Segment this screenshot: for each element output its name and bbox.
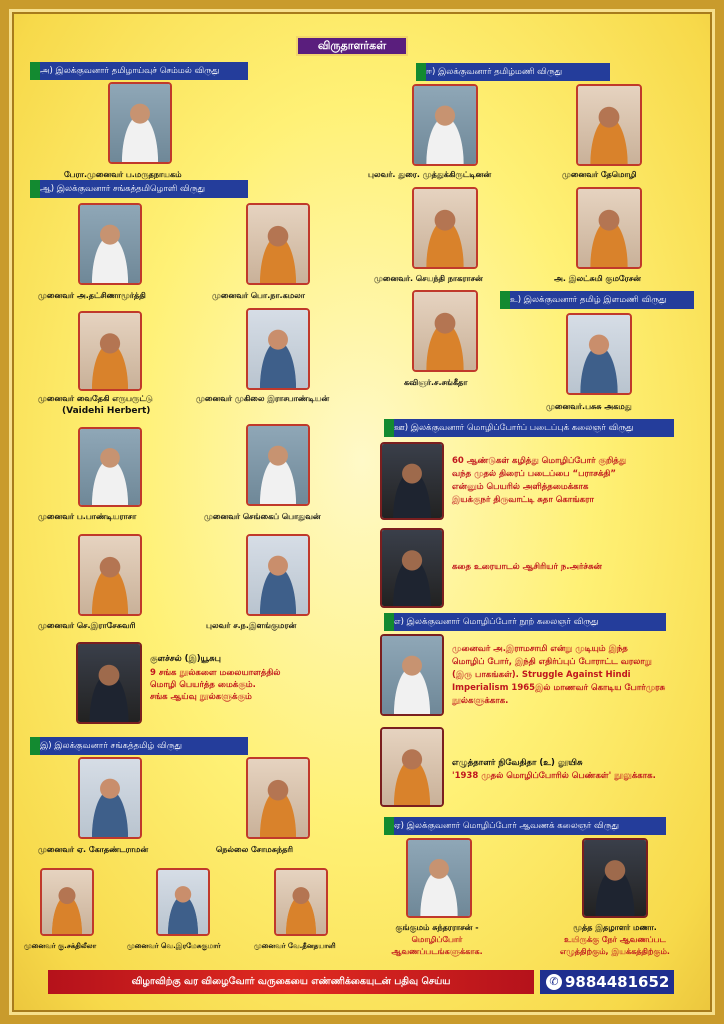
mana-desc-line1: உயிருக்கு நேர் ஆவணப்பட: [564, 935, 666, 944]
ramasamy-desc-line3: (இரு பாகங்கள்). Struggle Against Hindi: [452, 670, 631, 680]
photo-sengai-pothuvan: [246, 424, 310, 506]
photo-rajapandian: [246, 308, 310, 390]
section-ae-header: ஏ) இலக்குவனார் மொழிப்போர் ஆவணக் கலைஞர் விருது: [384, 817, 666, 835]
section-uu-header: ஊ) இலக்குவனார் மொழிப்போர்ப் படைப்புக் கலைஞர் விருது: [384, 419, 674, 437]
phone-number[interactable]: 9884481652: [565, 973, 670, 991]
page-title: விருதாளர்கள்: [296, 36, 408, 56]
phone-icon: ✆: [546, 974, 562, 990]
photo-nivedita: [380, 727, 444, 807]
photo-kothandaraman: [78, 757, 142, 839]
yusuf-desc-line2: மொழி பெயர்த்த மைக்கும்.: [150, 680, 256, 690]
photo-dhatchinamoorthy: [78, 203, 142, 285]
photo-mana: [582, 838, 648, 918]
name-sundararajan: குங்குமம் சுந்தரராசன் -: [395, 923, 479, 932]
photo-rajeswari: [78, 534, 142, 616]
photo-ahamed: [566, 313, 632, 395]
name-ahamed: முனைவர்.பசுசு அகமது: [546, 402, 632, 411]
ramasamy-desc-line1: முனைவர் அ.இராமசாமி என்று முடியும் இந்த: [452, 644, 628, 654]
section-ee-header: ஈ) இலக்குவனார் தமிழ்மணி விருது: [416, 63, 610, 81]
ramasamy-desc-line2: மொழிப் போர், இந்தி எதிர்ப்புப் போராட்ட வரலாறு: [452, 657, 652, 667]
photo-lakshmi: [576, 187, 642, 269]
photo-jayanthi: [412, 187, 478, 269]
sundararajan-desc-line2: ஆவணப்படங்களுக்காக.: [391, 947, 483, 956]
name-lakshmi: அ. இலட்சுமி குமரேசன்: [554, 274, 641, 283]
sudha-desc-line4: இயக்குநர் திருவாட்டி சுதா கொங்கரா: [452, 495, 594, 505]
photo-kamala: [246, 203, 310, 285]
section-aa-header: ஆ) இலக்குவனார் சங்கத்தமிழொளி விருது: [30, 180, 248, 198]
photo-sakthileela: [40, 868, 94, 936]
name-themozhi: முனைவர் தேமொழி: [562, 170, 637, 179]
nivedita-desc: '1938 முதல் மொழிப்போரில் பெண்கள்' நூலுக்காக.: [452, 771, 656, 781]
name-rajapandian: முனைவர் முகிலை இராசபாண்டியன்: [196, 394, 330, 403]
name-yusuf: குளச்சல் (இ)யூசுபு: [150, 654, 221, 664]
mana-desc-line2: எழுத்திற்கும், இயக்கத்திற்கும்.: [560, 947, 670, 956]
name-rajeswari: முனைவர் செ.இராசேசுவரி: [38, 621, 136, 630]
sudha-desc-line1: 60 ஆண்டுகள் கழித்து மொழிப்போர் குறித்து: [452, 456, 627, 466]
name-nivedita: எழுத்தாளர் நிவேதிதா (உ) லூயிசு: [452, 758, 583, 768]
name-mana: மூத்த இதழாளர் மணா.: [573, 923, 657, 932]
name-sangeetha: கவிஞர்.ச.சங்கீதா: [404, 378, 468, 387]
photo-muthukrishnan: [412, 84, 478, 166]
name-maruthanayagam: பேரா.முனைவர் ப.மருதநாயகம்: [64, 170, 182, 179]
name-somasundari: நெல்லை சோமசுந்தரி: [216, 845, 294, 854]
registration-banner: விழாவிற்கு வர விழைவோர் வருகையை எண்ணிக்கையுடன் பதிவு செய்ய: [48, 970, 534, 994]
photo-ilangumaran: [246, 534, 310, 616]
photo-theenadhayali: [274, 868, 328, 936]
section-i-header: இ) இலக்குவனார் சங்கத்தமிழ் விருது: [30, 737, 248, 755]
name-arjun: கதை உரையாடல் ஆசிரியர் ந.அர்ச்சுன்: [452, 562, 602, 572]
name-rameshkumar: முனைவர் வெ.இரமேசுகுமார்: [127, 942, 221, 950]
yusuf-desc-line3: சங்க ஆய்வு நூல்களுக்கும்: [150, 692, 252, 702]
ramasamy-desc-line5: நூல்களுக்காக.: [452, 696, 509, 706]
photo-vaidehi: [78, 311, 142, 391]
sudha-desc-line2: வந்த முதல் திரைப் படைப்பை “பராசக்தி”: [452, 469, 616, 479]
section-e-header: எ) இலக்குவனார் மொழிப்போர் நூற் கலைஞர் விருது: [384, 613, 666, 631]
photo-sundararajan: [406, 838, 472, 918]
photo-somasundari: [246, 757, 310, 839]
sundararajan-desc-line1: மொழிப்போர்: [411, 935, 463, 944]
photo-maruthanayagam: [108, 82, 172, 164]
section-u-header: உ) இலக்குவனார் தமிழ் இளமணி விருது: [500, 291, 694, 309]
photo-sudha-kongara: [380, 442, 444, 520]
name-theenadhayali: முனைவர் வே.தீனதயாளி: [254, 942, 336, 950]
name-muthukrishnan: புலவர். துரை. முத்துக்கிருட்டினன்: [368, 170, 492, 179]
phone-number-box[interactable]: [540, 970, 674, 994]
photo-pandiyaraja: [78, 427, 142, 507]
name-kothandaraman: முனைவர் ஏ. கோதண்டராமன்: [38, 845, 149, 854]
name-vaidehi: முனைவர் வைதேகி எருபருட்டு: [38, 394, 153, 403]
yusuf-desc-line1: 9 சங்க நூல்களை மலையாளத்தில்: [150, 668, 281, 678]
name-sengai-pothuvan: முனைவர் செங்கைப் பொதுவன்: [204, 512, 321, 521]
name-vaidehi-english: (Vaidehi Herbert): [62, 406, 151, 416]
photo-sangeetha: [412, 290, 478, 372]
name-jayanthi: முனைவர். செயந்தி நாகராசன்: [374, 274, 483, 283]
photo-themozhi: [576, 84, 642, 166]
name-dhatchinamoorthy: முனைவர் அ.தட்சிணாமூர்த்தி: [38, 291, 146, 300]
name-pandiyaraja: முனைவர் ப.பாண்டியராசா: [38, 512, 137, 521]
name-kamala: முனைவர் பொ.நா.கமலா: [212, 291, 305, 300]
section-a-header: அ) இலக்குவனார் தமிழாய்வுச் செம்மல் விருது: [30, 62, 248, 80]
sudha-desc-line3: என்னும் பெயரில் அளித்தமைக்காக: [452, 482, 589, 492]
name-ilangumaran: புலவர் ச.ந.இளங்குமரன்: [206, 621, 297, 630]
ramasamy-desc-line4: Imperialism 1965இல் மாணவர் கொடிய போர்முரசு: [452, 683, 666, 693]
photo-yusuf: [76, 642, 142, 724]
photo-rameshkumar: [156, 868, 210, 936]
photo-arjun: [380, 528, 444, 608]
photo-ramasamy: [380, 634, 444, 716]
name-sakthileela: முனைவர் கு.சக்திலீலா: [24, 942, 97, 950]
